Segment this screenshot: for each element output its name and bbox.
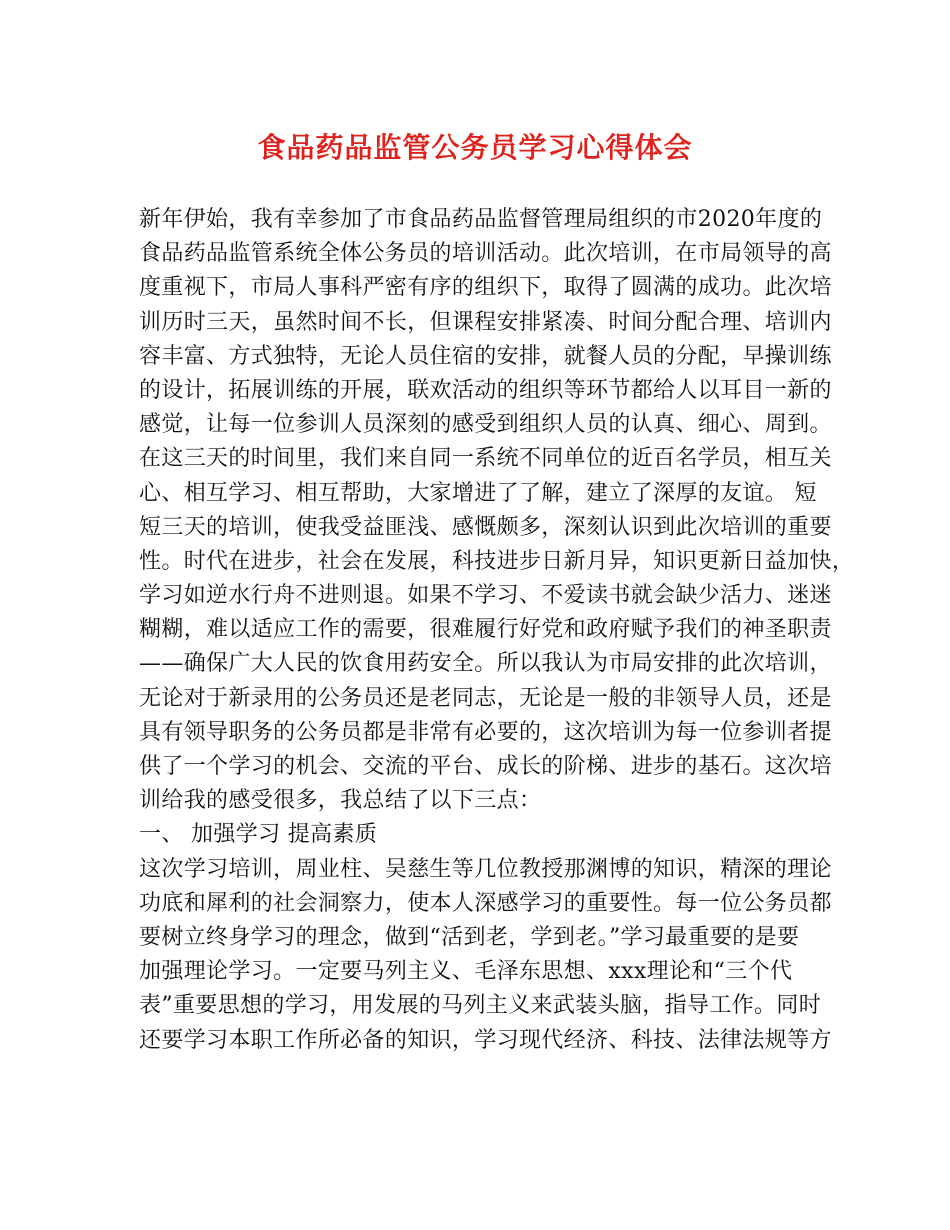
body-text-line: 性。时代在进步，社会在发展，科技进步日新月异，知识更新日益加快， [139, 548, 855, 574]
body-text-line: 新年伊始，我有幸参加了市食品药品监督管理局组织的市2020年度的 [139, 207, 823, 232]
body-text-line: 度重视下，市局人事科严密有序的组织下，取得了圆满的成功。此次培 [139, 275, 832, 301]
section-heading: 一、 加强学习 提高素质 [139, 822, 378, 848]
body-text-line: 糊糊，难以适应工作的需要，很难履行好党和政府赋予我们的神圣职责 [139, 617, 832, 643]
body-text-line: 感觉，让每一位参训人员深刻的感受到组织人员的认真、细心、周到。 [139, 412, 832, 438]
body-text-line: 供了一个学习的机会、交流的平台、成长的阶梯、进步的基石。这次培 [139, 754, 832, 779]
body-text-line: 的设计，拓展训练的开展，联欢活动的组织等环节都给人以耳目一新的 [139, 377, 832, 403]
body-text-line: ——确保广大人民的饮食用药安全。所以我认为市局安排的此次培训， [139, 651, 832, 677]
body-text-line: 学习如逆水行舟不进则退。如果不学习、不爱读书就会缺少活力、迷迷 [139, 583, 832, 609]
body-text-line: 训给我的感受很多，我总结了以下三点： [139, 788, 542, 814]
body-text-line: 表”重要思想的学习，用发展的马列主义来武装头脑，指导工作。同时 [139, 993, 822, 1019]
body-text-line: 要树立终身学习的理念，做到“活到老，学到老。”学习最重要的是要 [139, 924, 800, 950]
document-title: 食品药品监管公务员学习心得体会 [257, 131, 693, 164]
body-text-line: 心、相互学习、相互帮助，大家增进了了解，建立了深厚的友谊。 短 [139, 480, 817, 506]
document-body [139, 203, 855, 1058]
body-text-line: 无论对于新录用的公务员还是老同志，无论是一般的非领导人员，还是 [139, 685, 832, 711]
body-text-line: 加强理论学习。一定要马列主义、毛泽东思想、xxx理论和“三个代 [139, 959, 793, 985]
body-text-line: 食品药品监管系统全体公务员的培训活动。此次培训，在市局领导的高 [139, 241, 832, 267]
body-text-line: 这次学习培训，周业柱、吴慈生等几位教授那渊博的知识，精深的理论 [139, 856, 832, 882]
body-text-line: 容丰富、方式独特，无论人员住宿的安排，就餐人员的分配，早操训练 [139, 343, 832, 369]
body-text-line: 训历时三天，虽然时间不长，但课程安排紧凑、时间分配合理、培训内 [139, 309, 832, 335]
body-text-line: 功底和犀利的社会洞察力，使本人深感学习的重要性。每一位公务员都 [139, 890, 832, 916]
body-text-line: 短三天的培训，使我受益匪浅、感慨颇多，深刻认识到此次培训的重要 [139, 514, 832, 540]
body-text-line: 还要学习本职工作所必备的知识，学习现代经济、科技、法律法规等方 [139, 1027, 832, 1053]
body-text-line: 具有领导职务的公务员都是非常有必要的，这次培训为每一位参训者提 [139, 719, 832, 745]
body-text-line: 在这三天的时间里，我们来自同一系统不同单位的近百名学员，相互关 [139, 446, 832, 472]
